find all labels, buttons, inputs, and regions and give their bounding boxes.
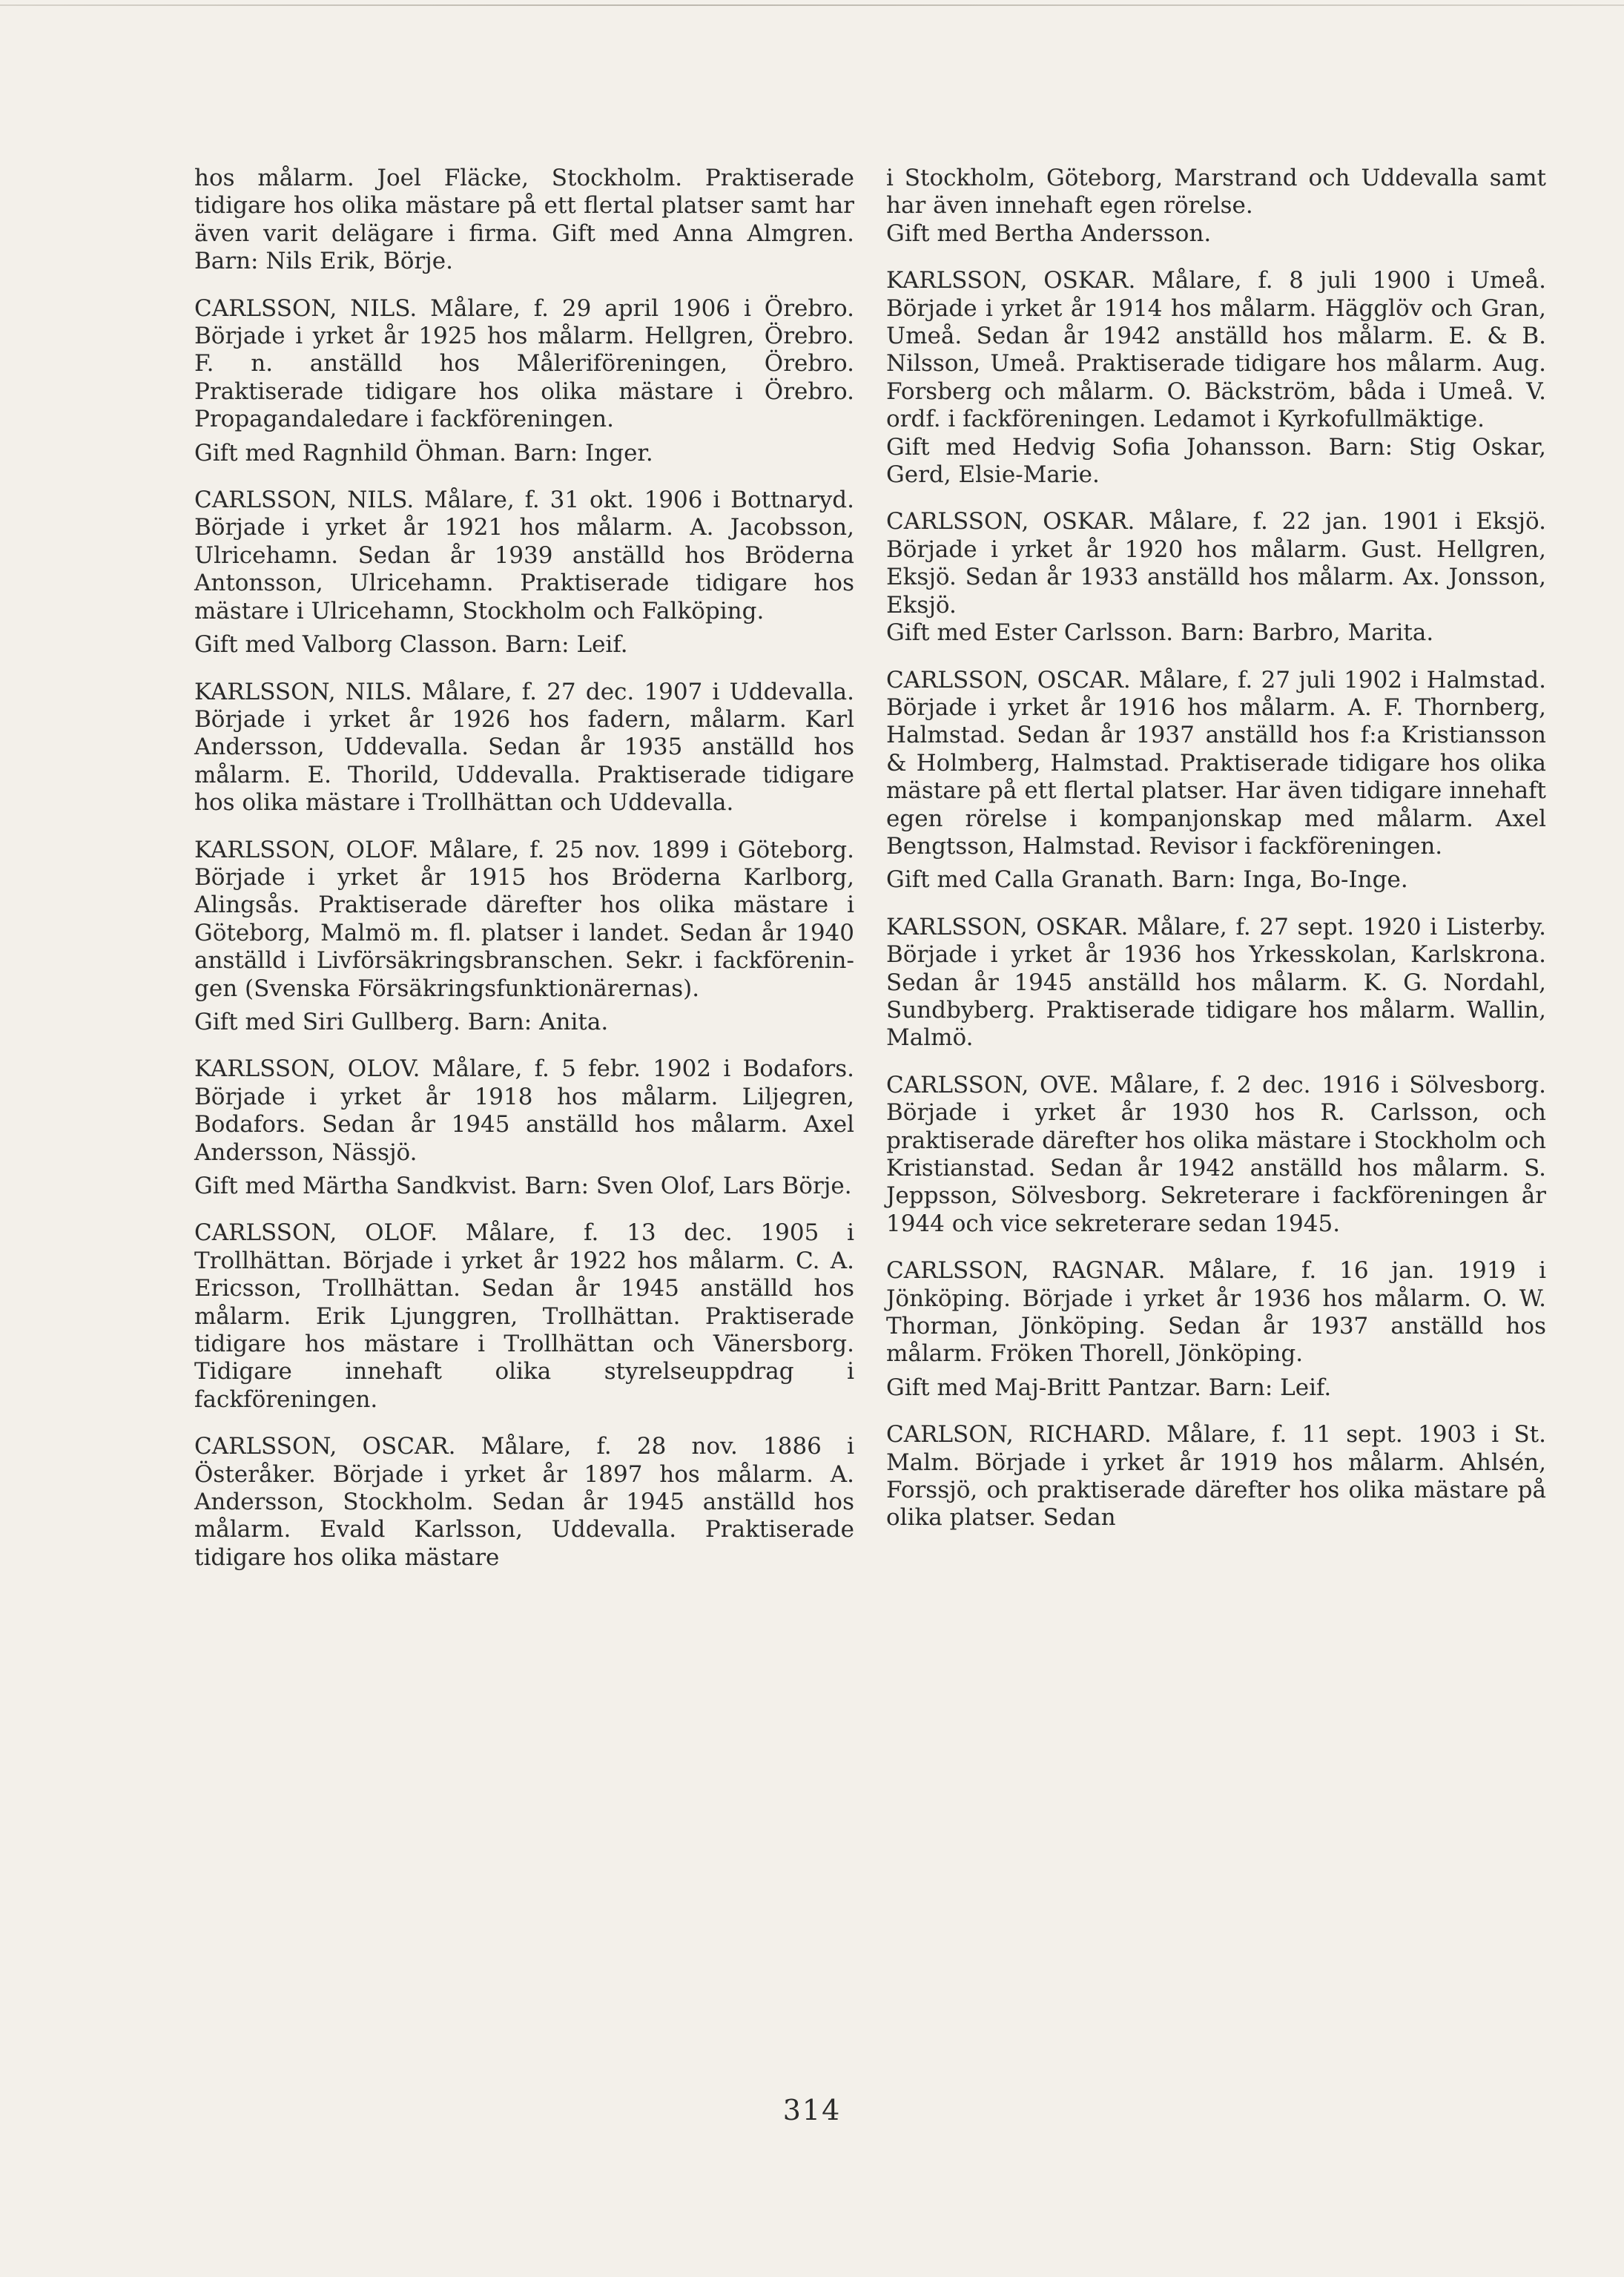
right-column — [886, 165, 1546, 1532]
entry-paragraph: CARLSSON, OSKAR. Målare, f. 22 jan. 1901 i Eksjö. Började i yrket år 1920 hos målarm. Gust. Hellgren, Eksjö. Sedan år 1933 anställd hos målarm. Ax. Jonsson, Eksjö. — [886, 508, 1546, 619]
entry-paragraph: KARLSSON, OLOF. Målare, f. 25 nov. 1899 i Göteborg. Började i yrket år 1915 hos Bröderna Karlborg, Alingsås. Praktiserade därefter hos olika mästare i Göteborg, Malmö m. fl. platser i landet. Sedan år 1940 anställd i Livförsäkringsbranschen. Sekr. i fackföreningen (Svenska Försäkringsfunktionärernas). — [194, 836, 854, 1002]
entry-paragraph: CARLSSON, OSCAR. Målare, f. 27 juli 1902 i Halmstad. Började i yrket år 1916 hos målarm. A. F. Thornberg, Halmstad. Sedan år 1937 anställd hos f:a Kristiansson & Holmberg, Halmstad. Praktiserade tidigare hos olika mästare på ett flertal platser. Har även tidigare innehaft egen rörelse i kompanjonskap med målarm. Axel Bengtsson, Halmstad. Revisor i fackföreningen. — [886, 666, 1546, 860]
entry-paragraph: i Stockholm, Göteborg, Marstrand och Uddevalla samt har även innehaft egen rörelse. — [886, 165, 1546, 220]
top-edge-rule — [0, 4, 1624, 6]
entry-paragraph: Gift med Siri Gullberg. Barn: Anita. — [194, 1008, 609, 1035]
entry-paragraph: CARLSSON, RAGNAR. Målare, f. 16 jan. 1919 i Jönköping. Började i yrket år 1936 hos målarm. O. W. Thorman, Jönköping. Sedan år 1937 anställd hos målarm. Fröken Thorell, Jönköping. — [886, 1257, 1546, 1368]
entry-paragraph: KARLSSON, OSKAR. Målare, f. 27 sept. 1920 i Listerby. Började i yrket år 1936 hos Yrkesskolan, Karlskrona. Sedan år 1945 anställd hos målarm. K. G. Nordahl, Sundbyberg. Praktiserade tidigare hos målarm. Wallin, Malmö. — [886, 913, 1546, 1052]
entry-paragraph: Gift med Maj-Britt Pantzar. Barn: Leif. — [886, 1374, 1332, 1401]
entry-paragraph: Gift med Ester Carlsson. Barn: Barbro, Marita. — [886, 619, 1434, 647]
entry-paragraph: CARLSSON, NILS. Målare, f. 31 okt. 1906 i Bottnaryd. Började i yrket år 1921 hos målarm. A. Jacobsson, Ulricehamn. Sedan år 1939 anställd hos Bröderna Antonsson, Ulricehamn. Praktiserade tidigare hos mästare i Ulricehamn, Stockholm och Falköping. — [194, 487, 854, 625]
entry-paragraph: CARLSSON, NILS. Målare, f. 29 april 1906 i Örebro. Började i yrket år 1925 hos målarm. Hellgren, Örebro. F. n. anställd hos Måleriföreningen, Örebro. Praktiserade tidigare hos olika mästare i Örebro. Propagandaledare i fackföreningen. — [194, 294, 854, 433]
entry-paragraph: KARLSSON, OSKAR. Målare, f. 8 juli 1900 i Umeå. Började i yrket år 1914 hos målarm. Hägglöv och Gran, Umeå. Sedan år 1942 anställd hos målarm. E. & B. Nilsson, Umeå. Praktiserade tidigare hos målarm. Aug. Forsberg och målarm. O. Bäckström, båda i Umeå. V. ordf. i fackföreningen. Ledamot i Kyrkofullmäktige. — [886, 267, 1546, 433]
entry-paragraph: Gift med Ragnhild Öhman. Barn: Inger. — [194, 439, 653, 467]
entry-paragraph: Gift med Bertha Andersson. — [886, 220, 1212, 247]
left-column — [194, 165, 854, 1572]
entry-paragraph: hos målarm. Joel Fläcke, Stockholm. Praktiserade tidigare hos olika mästare på ett flertal platser samt har även varit delägare i firma. Gift med Anna Almgren. Barn: Nils Erik, Börje. — [194, 165, 854, 275]
entry-paragraph: CARLSSON, OLOF. Målare, f. 13 dec. 1905 i Trollhättan. Började i yrket år 1922 hos målarm. C. A. Ericsson, Trollhättan. Sedan år 1945 anställd hos målarm. Erik Ljunggren, Trollhättan. Praktiserade tidigare hos mästare i Trollhättan och Vänersborg. Tidigare innehaft olika styrelseuppdrag i fackföreningen. — [194, 1219, 854, 1413]
entry-paragraph: CARLSSON, OVE. Målare, f. 2 dec. 1916 i Sölvesborg. Började i yrket år 1930 hos R. Carlsson, och praktiserade därefter hos olika mästare i Stockholm och Kristianstad. Sedan år 1942 anställd hos målarm. S. Jeppsson, Sölvesborg. Sekreterare i fackföreningen år 1944 och vice sekreterare sedan 1945. — [886, 1071, 1546, 1237]
entry-paragraph: Gift med Calla Granath. Barn: Inga, Bo-Inge. — [886, 866, 1408, 894]
entry-paragraph: KARLSSON, NILS. Målare, f. 27 dec. 1907 i Uddevalla. Började i yrket år 1926 hos fadern, målarm. Karl Andersson, Uddevalla. Sedan år 1935 anställd hos målarm. E. Thorild, Uddevalla. Praktiserade tidigare hos olika mästare i Trollhättan och Uddevalla. — [194, 678, 854, 817]
entry-paragraph: CARLSSON, OSCAR. Målare, f. 28 nov. 1886 i Österåker. Började i yrket år 1897 hos målarm. A. Andersson, Stockholm. Sedan år 1945 anställd hos målarm. Evald Karlsson, Uddevalla. Praktiserade tidigare hos olika mästare — [194, 1433, 854, 1571]
page-number: 314 — [782, 2094, 842, 2126]
entry-paragraph: Gift med Valborg Classon. Barn: Leif. — [194, 631, 628, 659]
entry-paragraph: KARLSSON, OLOV. Målare, f. 5 febr. 1902 i Bodafors. Började i yrket år 1918 hos målarm. Liljegren, Bodafors. Sedan år 1945 anställd hos målarm. Axel Andersson, Nässjö. — [194, 1055, 854, 1166]
entry-paragraph: Gift med Märtha Sandkvist. Barn: Sven Olof, Lars Börje. — [194, 1173, 852, 1199]
entry-paragraph: CARLSON, RICHARD. Målare, f. 11 sept. 1903 i St. Malm. Började i yrket år 1919 hos målarm. Ahlsén, Forssjö, och praktiserade därefter hos olika mästare på olika platser. Sedan — [886, 1421, 1546, 1532]
entry-paragraph: Gift med Hedvig Sofia Johansson. Barn: Stig Oskar, Gerd, Elsie-Marie. — [886, 433, 1546, 489]
